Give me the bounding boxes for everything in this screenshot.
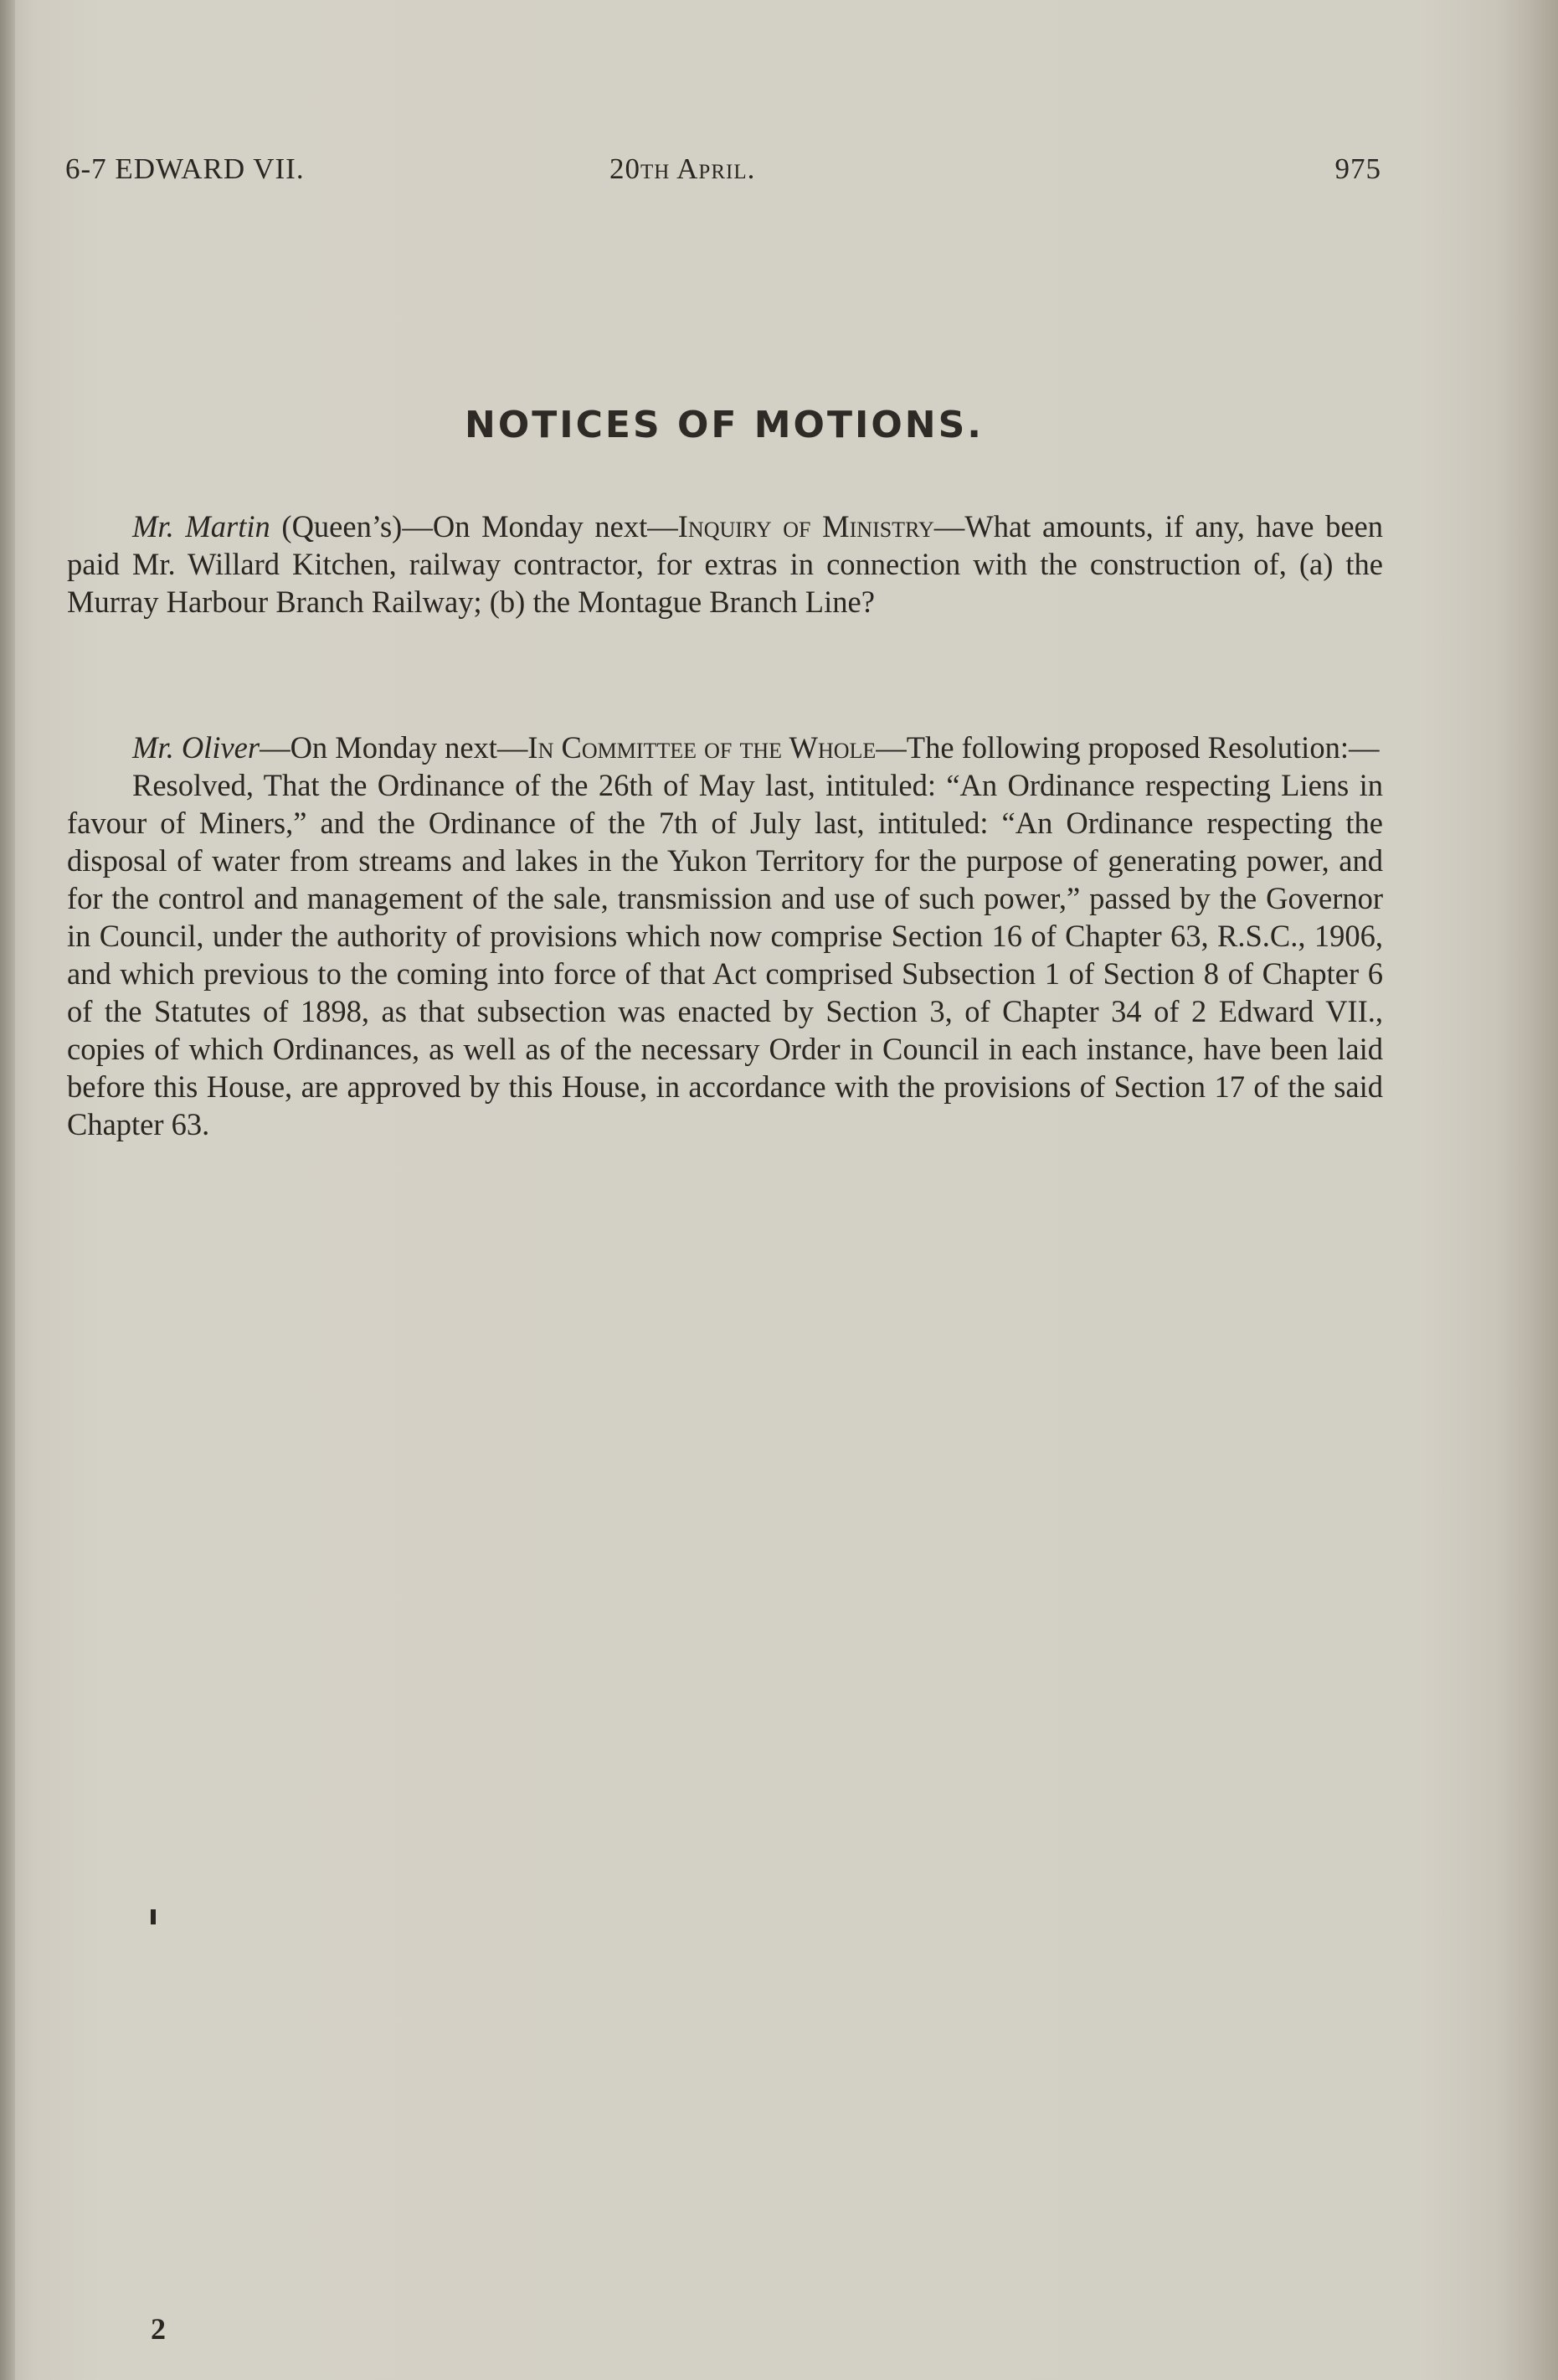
motion-martin — [67, 507, 1383, 621]
motion-timing: —On Monday next— — [260, 730, 528, 765]
page-edge — [1516, 0, 1558, 2380]
member-name: Mr. Martin — [132, 509, 270, 543]
motion-category: In Committee of the Whole — [527, 730, 877, 765]
motion-paragraph — [67, 507, 1383, 621]
page-number: 975 — [1334, 152, 1381, 185]
motion-paragraph — [67, 729, 1383, 766]
running-head — [65, 152, 1381, 194]
motion-oliver — [67, 729, 1383, 1143]
signature-mark: 2 — [151, 2312, 166, 2346]
binding-edge — [0, 0, 15, 2380]
running-head-date: 20th April. — [609, 152, 756, 185]
running-head-left: 6-7 EDWARD VII. — [65, 152, 305, 185]
section-heading: NOTICES OF MOTIONS. — [465, 404, 984, 446]
member-name: Mr. Oliver — [132, 730, 260, 765]
resolution-text: Resolved, That the Ordinance of the 26th of May last, intituled: “An Ordinance respecting Liens in favour of Miners,” and the Ordinance of the 7th of July last, intituled: “An Ordinance respecting the disposal of water from streams and lakes in the Yukon Territory for the purpose of generating power, and for the control and management of the sale, transmission and use of such power,” passed by the Governor in Council, under the authority of provisions which now comprise Section 16 of Chapter 63, R.S.C., 1906, and which previous to the coming into force of that Act comprised Subsection 1 of Section 8 of Chapter 6 of the Statutes of 1898, as that subsection was enacted by Section 3, of Chapter 34 of 2 Edward VII., copies of which Ordinances, as well as of the necessary Order in Council in each instance, have been laid before this House, are approved by this House, in accordance with the provisions of Section 17 of the said Chapter 63. — [67, 768, 1383, 1141]
ink-mark — [151, 1909, 156, 1924]
motion-category: Inquiry of Ministry — [677, 509, 934, 543]
motion-body: —What amounts, if any, have been paid Mr. Willard Kitchen, railway contractor, for extras in connection with the construction of, (a) the Murray Harbour Branch Railway; (b) the Montague Branch Line? — [67, 509, 1383, 619]
motion-timing: (Queen’s)—On Monday next— — [270, 509, 678, 543]
motion-body: —The following proposed Resolution:— — [876, 730, 1380, 765]
